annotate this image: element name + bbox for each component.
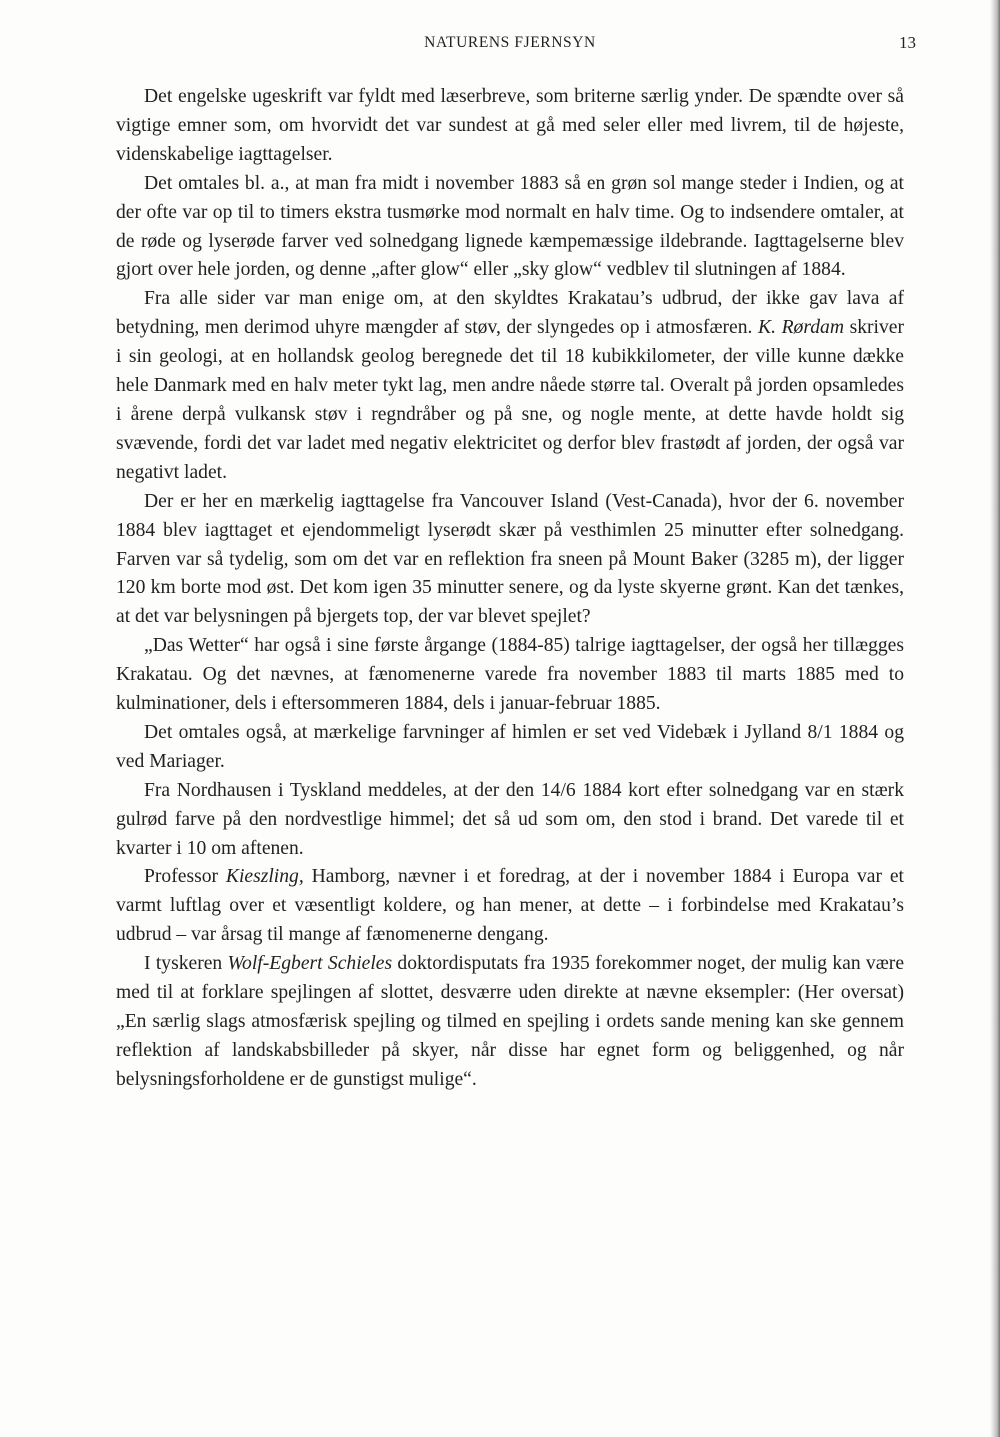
text-run: Professor [144, 866, 226, 888]
paragraph [116, 950, 904, 1095]
text-run: Fra alle sider var man enige om, at den skyldtes Krakatau’s udbrud, der ikke gav lava af betydning, men derimod uhyre mængder af støv, der slyngedes op i atmosfæren. [116, 288, 904, 339]
page-edge-shadow [990, 0, 1000, 1437]
italic-name: Kieszling, [225, 866, 304, 888]
italic-name: K. Rørdam [758, 317, 844, 339]
paragraph [116, 488, 904, 633]
paragraph [116, 719, 904, 777]
paragraph [116, 863, 904, 950]
text-run: Der er her en mærkelig iagttagelse fra Vancouver Island (Vest-Canada), hvor der 6. november 1884 blev iagttaget et ejendommeligt lyserødt skær på vesthimlen 25 minutter efter solnedgang. Farven var så tydelig, som om det var en reflektion fra sneen på Mount Baker (3285 m), der ligger 120 km borte mod øst. Det kom igen 35 minutter senere, og da lyste skyerne grønt. Kan det tænkes, at det var belysningen på bjergets top, der var blevet spejlet? [116, 490, 904, 628]
text-run: Det engelske ugeskrift var fyldt med læserbreve, som briterne særlig ynder. De spændte over så vigtige emner som, om hvorvidt det var sundest at gå med seler eller med livrem, til de højeste, videnskabelige iagttagelser. [116, 86, 904, 165]
text-run: skriver i sin geologi, at en hollandsk geolog beregnede det til 18 kubikkilometer, der ville kunne dække hele Danmark med en halv meter tykt lag, men andre nåede større tal. Overalt på jorden opsamledes i årene derpå vulkansk støv i regndråber og på sne, og nogle mente, at dette havde holdt sig svævende, fordi det var ladet med negativ elektricitet og derfor blev frastødt af jorden, der også var negativt ladet. [116, 317, 904, 483]
text-run: doktordisputats fra 1935 forekommer noget, der mulig kan være med til at forklare spejlingen af slottet, desværre uden direkte at nævne eksempler: (Her oversat) „En særlig slags atmosfærisk spejling og tilmed en spejling i ordets sande mening kan ske gennem reflektion af landskabsbilleder på skyer, når disse har egnet form og beliggenhed, og når belysningsforholdene er de gunstigst mulige“. [116, 953, 905, 1090]
running-title: NATURENS FJERNSYN [424, 34, 596, 51]
body-text [116, 83, 904, 1095]
text-run: Hamborg, nævner i et foredrag, at der i november 1884 i Europa var et varmt luftlag over et væsentligt koldere, og han mener, at dette – i forbindelse med Krakatau’s udbrud – var årsag til mange af fænomenerne dengang. [116, 866, 905, 946]
paragraph [116, 285, 904, 487]
text-run: Det omtales også, at mærkelige farvninger af himlen er set ved Videbæk i Jylland 8/1 1884 og ved Mariager. [116, 721, 904, 772]
running-head [110, 33, 916, 56]
text-run: „Das Wetter“ har også i sine første årgange (1884-85) talrige iagttagelser, der også her tillægges Krakatau. Og det nævnes, at fænomenerne varede fra november 1883 til marts 1885 med to kulminationer, dels i eftersommeren 1884, dels i januar-februar 1885. [116, 635, 904, 715]
text-run: I tyskeren [144, 953, 228, 975]
text-run: Det omtales bl. a., at man fra midt i november 1883 så en grøn sol mange steder i Indien, og at der ofte var op til to timers ekstra tusmørke mod normalt en halv time. Og to indsendere omtaler, at de røde og lyserøde farver ved solnedgang lignede kæmpemæssige ildebrande. Iagttagelserne blev gjort over hele jorden, og denne „after glow“ eller „sky glow“ vedblev til slutningen af 1884. [116, 172, 904, 281]
italic-name: Wolf-Egbert Schieles [227, 953, 393, 975]
text-run: Fra Nordhausen i Tyskland meddeles, at der den 14/6 1884 kort efter solnedgang var en stærk gulrød farve på den nordvestlige himmel; det så ud som om, den stod i brand. Det varede til et kvarter i 10 om aftenen. [116, 779, 904, 859]
paragraph [116, 170, 904, 286]
paragraph [116, 777, 904, 864]
page-number: 13 [899, 33, 916, 52]
paragraph [116, 83, 904, 170]
paragraph [116, 632, 904, 719]
